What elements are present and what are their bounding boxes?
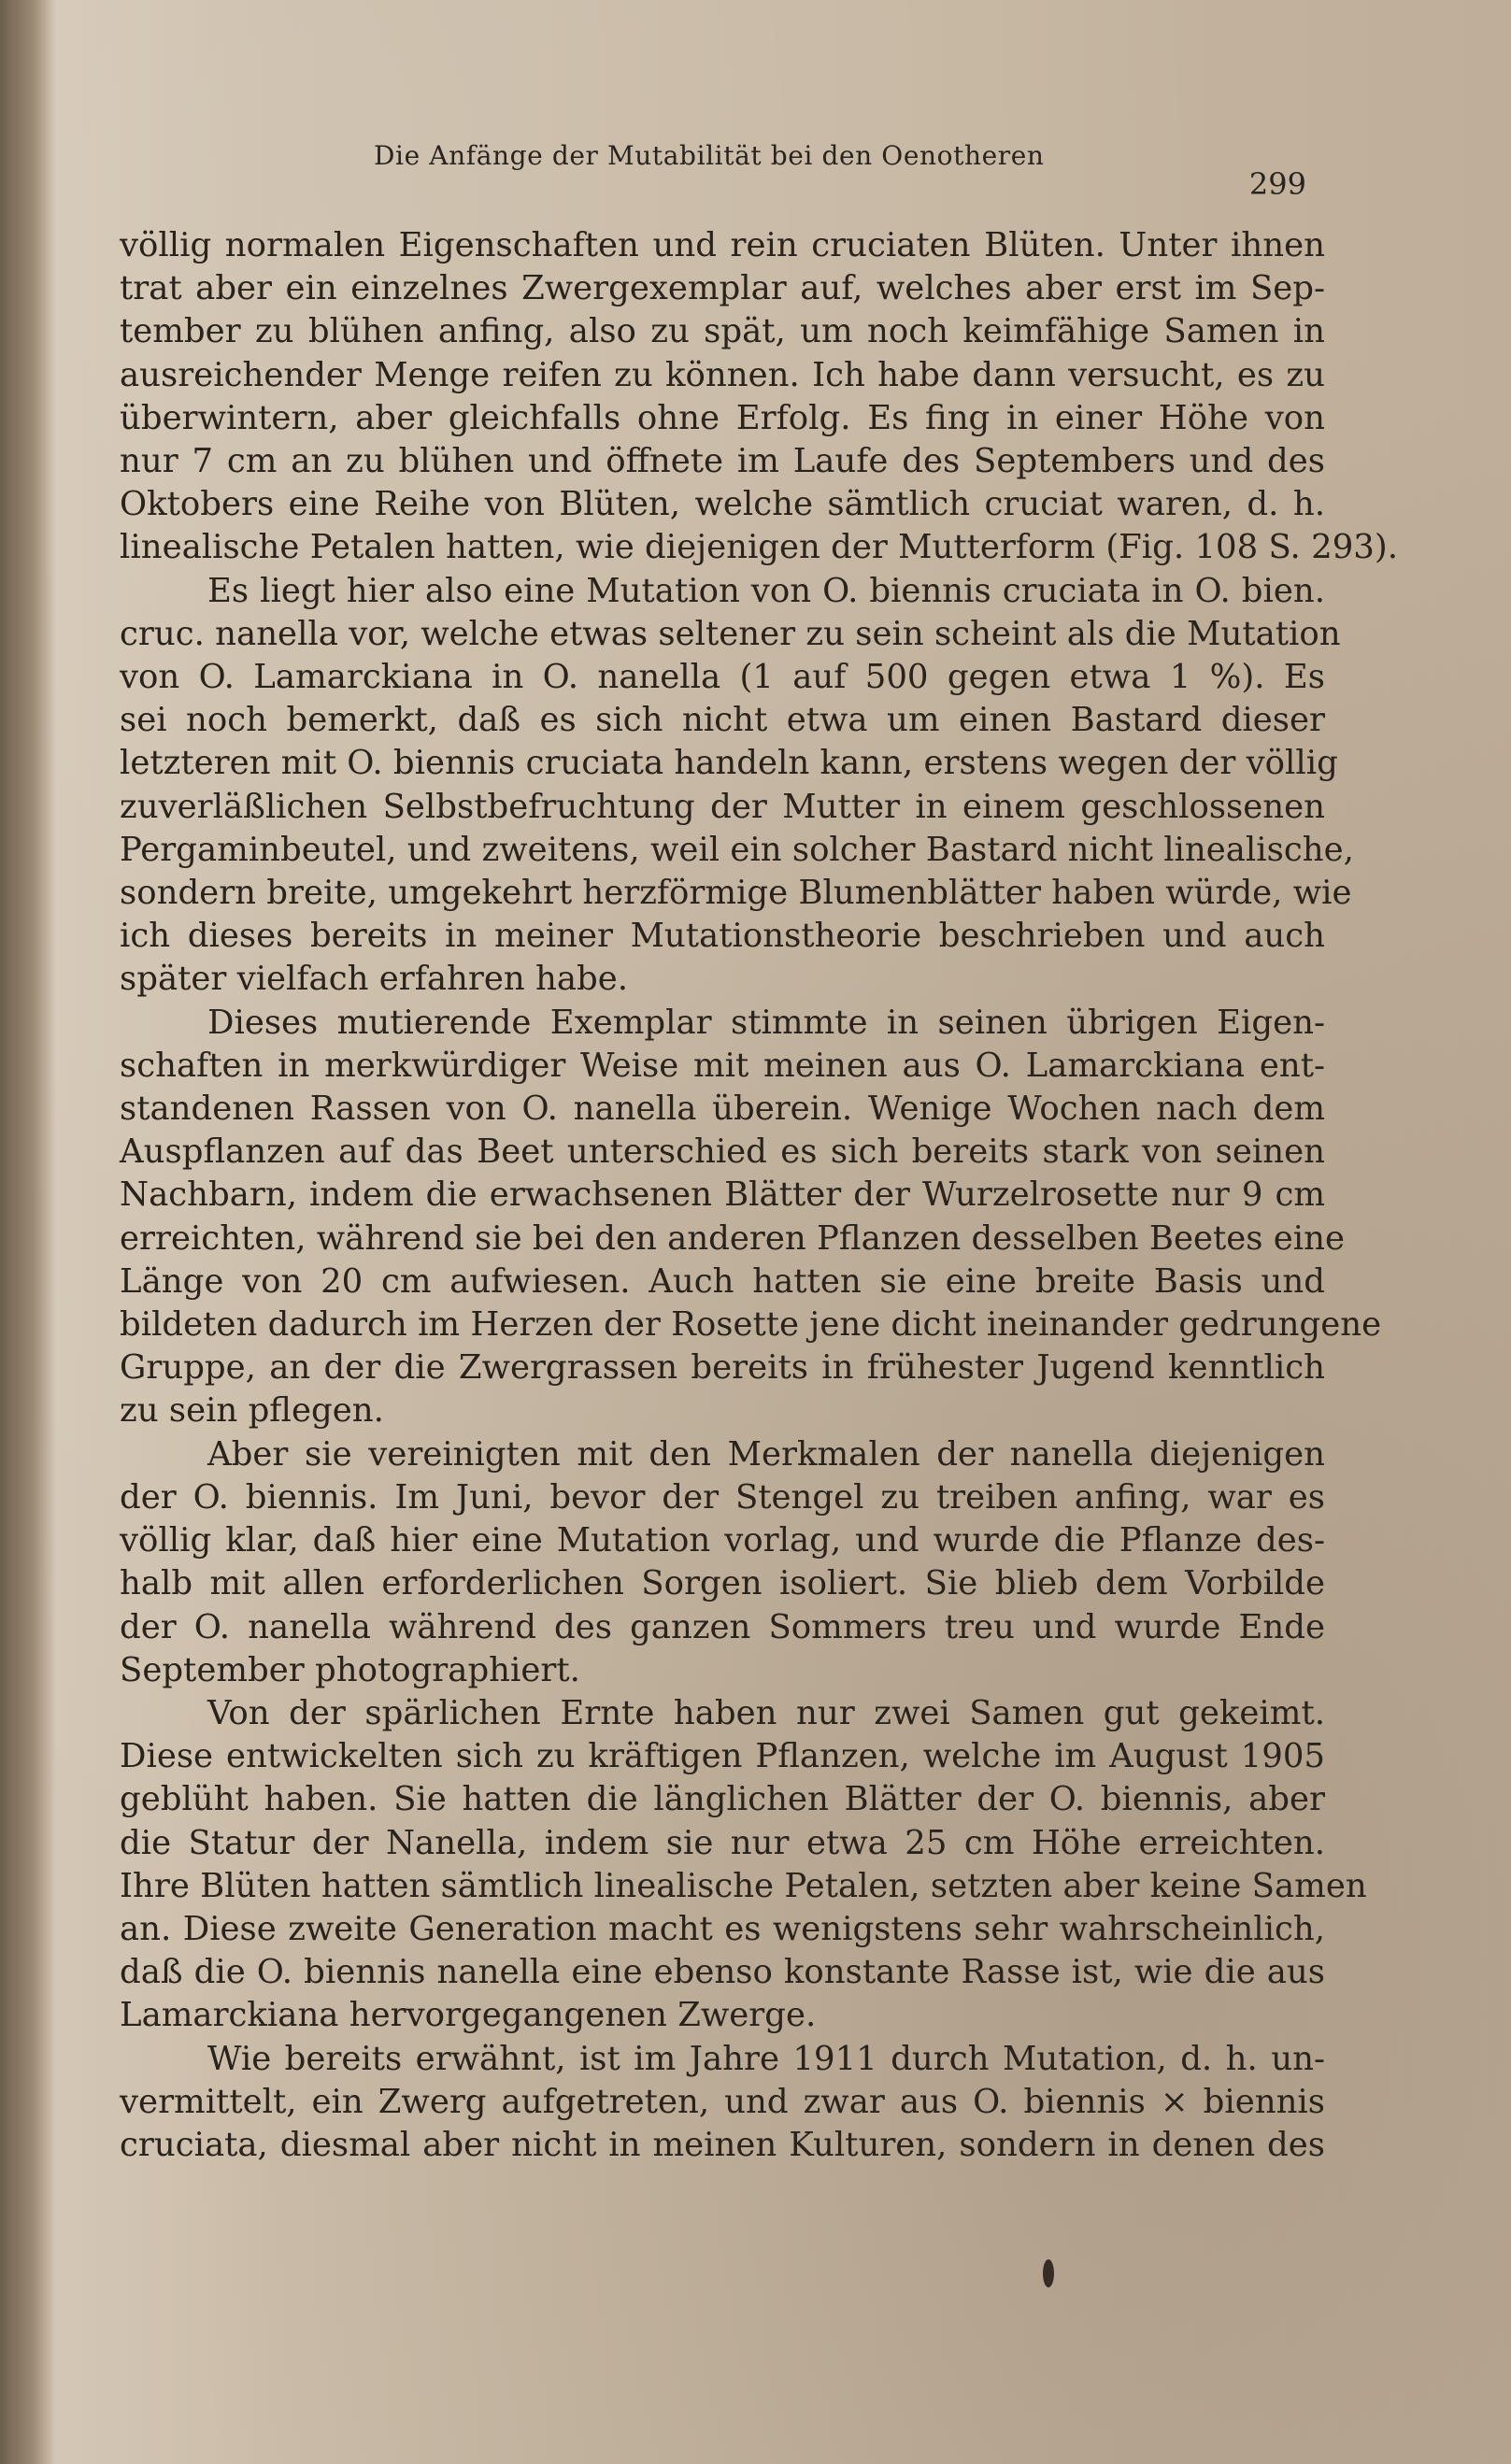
text-line: Dieses mutierende Exemplar stimmte in seinen übrigen Eigen- [207, 1003, 1325, 1042]
text-line: Auspflanzen auf das Beet unterschied es sich bereits stark von seinen [120, 1132, 1325, 1172]
book-gutter-shadow [0, 0, 56, 2464]
text-line: Von der spärlichen Ernte haben nur zwei Samen gut gekeimt. [207, 1693, 1325, 1732]
ink-speck [1043, 2259, 1054, 2287]
text-line: sondern breite, umgekehrt herzförmige Blumenblätter haben würde, wie [120, 874, 1352, 913]
text-line: cruciata, diesmal aber nicht in meinen Kulturen, sondern in denen des [120, 2125, 1325, 2164]
text-line: Gruppe, an der die Zwergrassen bereits in frühester Jugend kenntlich [120, 1348, 1325, 1388]
text-line: nur 7 cm an zu blühen und öffnete im Laufe des Septembers und des [120, 442, 1325, 481]
page-number: 299 [1248, 166, 1306, 202]
text-line: September photographiert. [120, 1650, 580, 1689]
text-line: überwintern, aber gleichfalls ohne Erfolg. Es fing in einer Höhe von [120, 398, 1325, 437]
running-head: Die Anfänge der Mutabilität bei den Oenotheren [374, 140, 1045, 171]
text-line: Ihre Blüten hatten sämtlich linealische Petalen, setzten aber keine Samen [120, 1866, 1367, 1905]
text-line: später vielfach erfahren habe. [120, 960, 629, 999]
page-header [374, 140, 1336, 202]
text-line: Pergaminbeutel, und zweitens, weil ein solcher Bastard nicht linealische, [120, 830, 1354, 869]
text-line: Nachbarn, indem die erwachsenen Blätter der Wurzelrosette nur 9 cm [120, 1175, 1325, 1215]
text-line: letzteren mit O. biennis cruciata handeln kann, erstens wegen der völlig [120, 744, 1338, 783]
text-line: völlig klar, daß hier eine Mutation vorlag, und wurde die Pflanze des- [120, 1521, 1325, 1560]
text-line: an. Diese zweite Generation macht es wenigstens sehr wahrscheinlich, [120, 1909, 1325, 1948]
text-line: ich dieses bereits in meiner Mutationstheorie beschrieben und auch [120, 917, 1325, 956]
text-line: halb mit allen erforderlichen Sorgen isoliert. Sie blieb dem Vorbilde [120, 1564, 1325, 1603]
text-line: geblüht haben. Sie hatten die länglichen Blätter der O. biennis, aber [120, 1780, 1325, 1819]
text-line: trat aber ein einzelnes Zwergexemplar auf, welches aber erst im Sep- [120, 269, 1325, 308]
text-line: völlig normalen Eigenschaften und rein cruciaten Blüten. Unter ihnen [120, 226, 1325, 264]
text-line: Es liegt hier also eine Mutation von O. biennis cruciata in O. bien. [207, 571, 1325, 610]
text-line: der O. nanella während des ganzen Sommers treu und wurde Ende [120, 1607, 1325, 1646]
body-text [120, 224, 1399, 2167]
text-line: schaften in merkwürdiger Weise mit meinen aus O. Lamarckiana ent- [120, 1046, 1325, 1085]
text-line: die Statur der Nanella, indem sie nur etwa 25 cm Höhe erreichten. [120, 1823, 1325, 1862]
text-line: bildeten dadurch im Herzen der Rosette jene dicht ineinander gedrungene [120, 1305, 1382, 1345]
text-line: vermittelt, ein Zwerg aufgetreten, und zwar aus O. biennis × biennis [120, 2082, 1325, 2121]
text-line: zuverläßlichen Selbstbefruchtung der Mutter in einem geschlossenen [120, 787, 1325, 826]
text-line: Lamarckiana hervorgegangenen Zwerge. [120, 1996, 817, 2035]
text-line: erreichten, während sie bei den anderen Pflanzen desselben Beetes eine [120, 1218, 1346, 1258]
text-line: von O. Lamarckiana in O. nanella (1 auf 500 gegen etwa 1 %). Es [120, 658, 1325, 697]
text-line: sei noch bemerkt, daß es sich nicht etwa um einen Bastard dieser [120, 701, 1325, 740]
text-line: zu sein pflegen. [120, 1391, 384, 1431]
text-line: daß die O. biennis nanella eine ebenso konstante Rasse ist, wie die aus [120, 1953, 1325, 1992]
text-line: cruc. nanella vor, welche etwas seltener zu sein scheint als die Mutation [120, 614, 1341, 653]
text-line: linealische Petalen hatten, wie diejenigen der Mutterform (Fig. 108 S. 293). [120, 528, 1399, 567]
text-line: ausreichender Menge reifen zu können. Ich habe dann versucht, es zu [120, 355, 1325, 394]
text-line: tember zu blühen anfing, also zu spät, um noch keimfähige Samen in [120, 312, 1325, 351]
text-line: Länge von 20 cm aufwiesen. Auch hatten sie eine breite Basis und [120, 1261, 1325, 1301]
text-line: Aber sie vereinigten mit den Merkmalen der nanella diejenigen [207, 1434, 1325, 1474]
text-line: Oktobers eine Reihe von Blüten, welche sämtlich cruciat waren, d. h. [120, 485, 1325, 524]
text-line: Diese entwickelten sich zu kräftigen Pflanzen, welche im August 1905 [120, 1737, 1325, 1776]
text-line: der O. biennis. Im Juni, bevor der Stengel zu treiben anfing, war es [120, 1477, 1325, 1517]
text-line: standenen Rassen von O. nanella überein. Wenige Wochen nach dem [120, 1090, 1325, 1129]
text-line: Wie bereits erwähnt, ist im Jahre 1911 durch Mutation, d. h. un- [207, 2039, 1325, 2078]
